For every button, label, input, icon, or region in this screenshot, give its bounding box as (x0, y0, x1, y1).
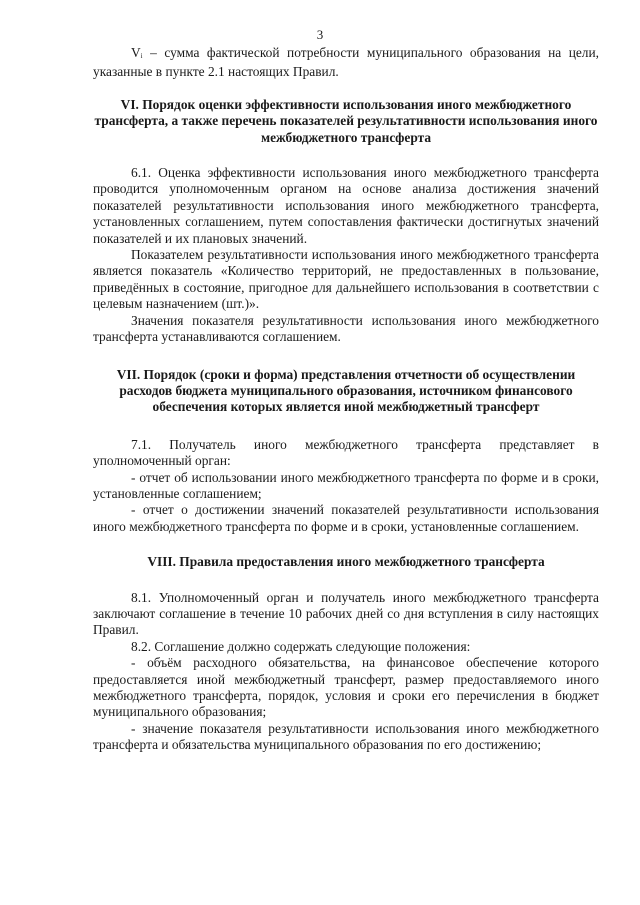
section-8-paragraph-1: 8.1. Уполномоченный орган и получатель иного межбюджетного трансферта заключают соглашение в течение 10 рабочих дней со дня вступления в силу настоящих Правил. (93, 589, 599, 638)
section-8-paragraph-3: - объём расходного обязательства, на финансовое обеспечение которого предоставляется иной межбюджетный трансферт, размер предоставляемого иного межбюджетного трансферта, порядок, условия и сроки его перечисления в бюджет муниципального образования; (93, 655, 599, 720)
section-7-paragraph-1: 7.1. Получатель иного межбюджетного трансферта представляет в уполномоченный орган: (93, 436, 599, 469)
section-6-paragraph-1: 6.1. Оценка эффективности использования иного межбюджетного трансферта проводится уполномоченным органом на основе анализа достижения значений показателей результативности использования иного межбюджетного трансферта, установленных соглашением, путем сопоставления фактически достигнутых значений показателей и их плановых значений. (93, 165, 599, 246)
intro-text: – сумма фактической потребности муниципального образования на цели, указанные в пункте 2.1 настоящих Правил. (93, 45, 599, 80)
section-6-paragraph-3: Значения показателя результативности использования иного межбюджетного трансферта устанавливаются соглашением. (93, 312, 599, 345)
section-7-paragraph-2: - отчет об использовании иного межбюджетного трансферта по форме и в сроки, установленные соглашением; (93, 469, 599, 501)
section-8-heading: VIII. Правила предоставления иного межбюджетного трансферта (147, 554, 545, 570)
section-6-paragraph-2: Показателем результативности использования иного межбюджетного трансферта является показатель «Количество территорий, не предоставленных в пользование, приведённых в состояние, пригодное для дальнейшего использования в соответствии с целевым назначением (шт.)». (93, 247, 599, 312)
page-content (93, 45, 599, 754)
variable-subscript: i (140, 52, 143, 60)
page-number: 3 (316, 27, 324, 42)
section-8-paragraph-4: - значение показателя результативности использования иного межбюджетного трансферта и обязательства муниципального образования по его достижению; (93, 720, 599, 753)
intro-paragraph (93, 45, 599, 81)
section-7-paragraph-3: - отчет о достижении значений показателей результативности использования иного межбюджетного трансферта по форме и в сроки, установленные соглашением. (93, 502, 599, 534)
section-7-heading: VII. Порядок (сроки и форма) представления отчетности об осуществлении расходов бюджета муниципального образования, источником финансового обеспечения которых является иной межбюджетный трансферт (116, 366, 576, 415)
section-6-heading: VI. Порядок оценки эффективности использования иного межбюджетного трансферта, а также перечень показателей результативности использования иного межбюджетного трансферта (94, 96, 598, 145)
section-8-paragraph-2: 8.2. Соглашение должно содержать следующие положения: (131, 638, 471, 654)
variable-symbol: V (131, 45, 141, 60)
